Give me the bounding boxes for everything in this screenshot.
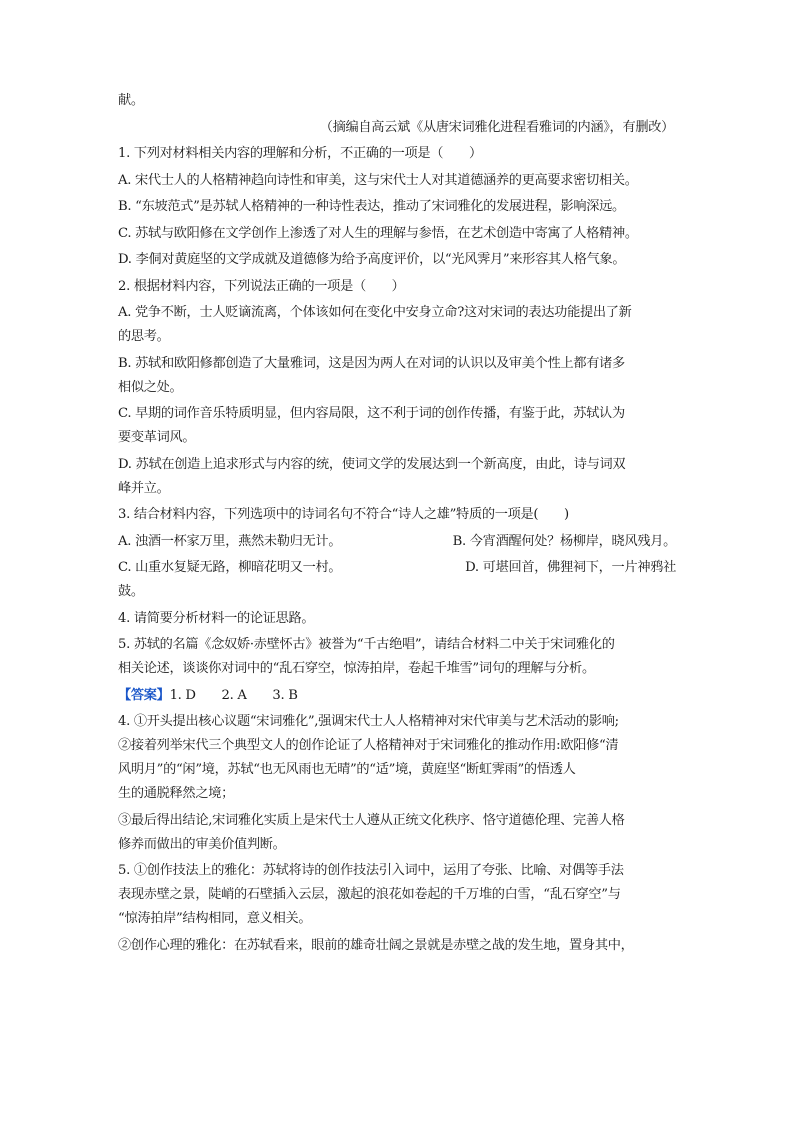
q2-option-a: A. 党争不断，士人贬谪流离，个体该如何在变化中安身立命?这对宋词的表达功能提出了新 (118, 305, 632, 320)
answer-4-line-4: 生的通脱释然之境； (118, 786, 234, 801)
q2-option-c: C. 早期的词作音乐特质明显，但内容局限，这不利于词的创作传播，有鉴于此，苏轼认为 (118, 406, 625, 421)
answer-5-line-3: “惊涛拍岸”结构相同，意义相关。 (118, 911, 312, 926)
q3-option-d-cont: 鼓。 (118, 584, 144, 599)
answer-5-line-1: 5. ①创作技法上的雅化：苏轼将诗的创作技法引入词中，运用了夸张、比喻、对偶等手法 (118, 863, 624, 878)
answer-4-line-2: ②接着列举宋代三个典型文人的创作论证了人格精神对于宋词雅化的推动作用:欧阳修“清 (118, 738, 619, 753)
q3-option-c: C. 山重水复疑无路，柳暗花明又一村。 (118, 560, 342, 575)
q1-option-c: C. 苏轼与欧阳修在文学创作上渗透了对人生的理解与参悟，在艺术创造中寄寓了人格精神。 (118, 225, 638, 241)
q1-option-b: B. “东坡范式”是苏轼人格精神的一种诗性表达，推动了宋词雅化的发展进程，影响深远。 (118, 199, 625, 214)
question-4: 4. 请简要分析材料一的论证思路。 (118, 610, 315, 626)
question-1: 1. 下列对材料相关内容的理解和分析，不正确的一项是（ ） (118, 146, 482, 161)
q1-option-d: D. 李侗对黄庭坚的文学成就及道德修为给予高度评价，以“光风霁月”来形容其人格气象。 (118, 252, 626, 267)
answer-choices: 1. D 2. A 3. B (169, 687, 298, 703)
answer-5-line-2: 表现赤壁之景，陡峭的石壁插入云层，激起的浪花如卷起的千万堆的白雪，“乱石穿空”与 (118, 887, 621, 902)
q3-options-row-2 (118, 559, 678, 576)
answer-4-line-3: 风明月”的“闲”境，苏轼“也无风雨也无晴”的“适”境，黄庭坚“断虹霁雨”的悟透人 (118, 762, 576, 777)
answer-4-line-1: 4. ①开头提出核心议题“宋词雅化”,强调宋代士人人格精神对宋代审美与艺术活动的影响; (118, 714, 619, 729)
q2-option-d: D. 苏轼在创造上追求形式与内容的统，使词文学的发展达到一个新高度，由此，诗与词双 (118, 456, 626, 472)
q2-option-d-cont: 峰并立。 (118, 480, 170, 496)
q1-option-a: A. 宋代士人的人格精神趋向诗性和审美，这与宋代士人对其道德涵养的更高要求密切相关。 (118, 172, 638, 188)
answer-5-line-4: ②创作心理的雅化：在苏轼看来，眼前的雄奇壮阔之景就是赤壁之战的发生地，置身其中， (118, 937, 634, 953)
answer-4-line-5: ③最后得出结论,宋词雅化实质上是宋代士人遵从正统文化秩序、恪守道德伦理、完善人格 (118, 812, 625, 828)
q2-option-b: B. 苏轼和欧阳修都创造了大量雅词，这是因为两人在对词的认识以及审美个性上都有诸多 (118, 355, 625, 371)
q3-option-a: A. 浊酒一杯家万里，燕然未勒归无计。 (118, 533, 342, 549)
q3-options-row-1 (118, 533, 678, 550)
question-3: 3. 结合材料内容，下列选项中的诗词名句不符合“诗人之雄”特质的一项是( ) (118, 507, 569, 522)
answer-line (118, 687, 678, 704)
text-line: 献。 (118, 93, 144, 108)
question-5: 5. 苏轼的名篇《念奴娇·赤壁怀古》被誉为“千古绝唱”，请结合材料二中关于宋词雅化的 (118, 637, 615, 652)
document-page (118, 92, 678, 954)
question-5-cont: 相关论述，谈谈你对词中的“乱石穿空，惊涛拍岸，卷起千堆雪”词句的理解与分析。 (118, 661, 595, 676)
q3-option-d: D. 可堪回首，佛狸祠下，一片神鸦社 (465, 560, 676, 575)
q2-option-b-cont: 相似之处。 (118, 379, 183, 395)
q2-option-c-cont: 要变革词风。 (118, 430, 196, 445)
q3-option-b: B. 今宵酒醒何处？杨柳岸，晓风残月。 (452, 533, 676, 549)
answer-label: 【答案】 (118, 687, 170, 703)
answer-4-line-6: 修养而做出的审美价值判断。 (118, 836, 286, 852)
source-citation: （摘编自高云斌《从唐宋词雅化进程看雅词的内涵》，有删改） (319, 119, 674, 135)
q2-option-a-cont: 的思考。 (118, 329, 170, 344)
question-2: 2. 根据材料内容，下列说法正确的一项是（ ） (118, 278, 405, 294)
